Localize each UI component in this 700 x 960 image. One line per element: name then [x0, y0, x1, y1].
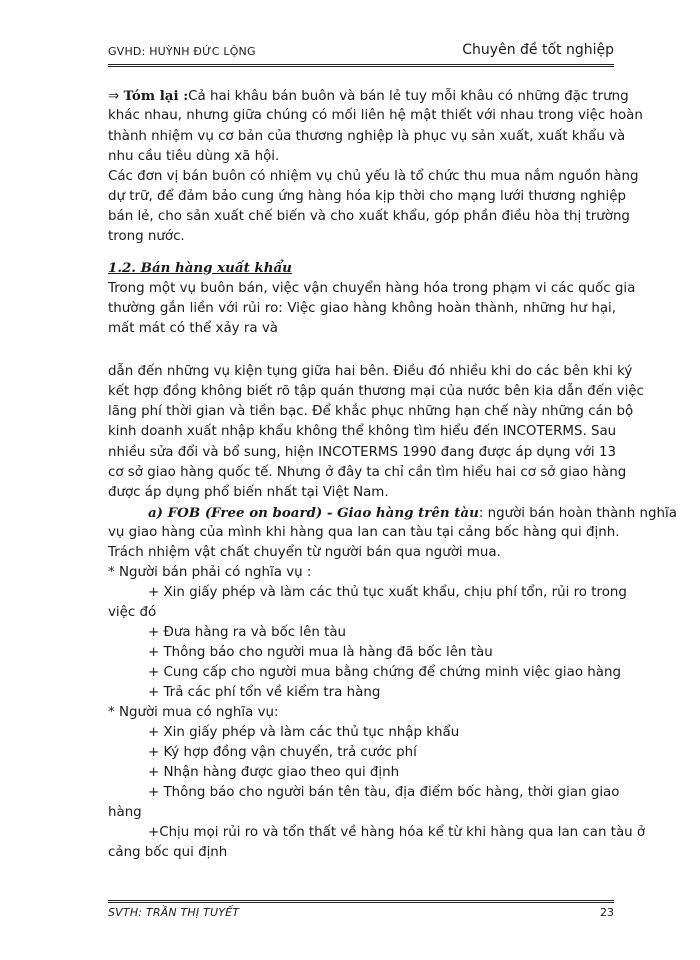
- buyer-item-5-cont: cảng bốc qui định: [108, 845, 228, 860]
- footer-rule: [108, 900, 614, 903]
- summary-line-6: dự trữ, để đảm bảo cung ứng hàng hóa kịp thời cho mạng lưới thương nghiệp: [108, 189, 626, 204]
- section-heading: 1.2. Bán hàng xuất khẩu: [108, 260, 292, 276]
- section-line-9: cơ sở giao hàng quốc tế. Nhưng ở đây ta chỉ cần tìm hiểu hai cơ sở giao hàng: [108, 465, 627, 480]
- summary-lead: Tóm lại :: [123, 88, 189, 104]
- summary-line-3: thành nhiệm vụ cơ bản của thương nghiệp là phục vụ sản xuất, xuất khẩu và: [108, 129, 626, 144]
- fob-line-2: Trách nhiệm vật chất chuyển từ người bán qua người mua.: [108, 545, 501, 560]
- seller-item-1: + Xin giấy phép và làm các thủ tục xuất khẩu, chịu phí tổn, rủi ro trong: [148, 585, 627, 600]
- section-line-7: kinh doanh xuất nhập khẩu không thể không tìm hiểu đến INCOTERMS. Sau: [108, 424, 617, 439]
- section-line-5: kết hợp đồng không biết rõ tập quán thương mại của nước bên kia dẫn đến việc: [108, 384, 644, 399]
- section-line-6: lãng phí thời gian và tiền bạc. Để khắc phục những hạn chế này những cán bộ: [108, 404, 634, 419]
- buyer-item-4: + Thông báo cho người bán tên tàu, địa điểm bốc hàng, thời gian giao: [148, 785, 620, 800]
- summary-line-2: khác nhau, nhưng giữa chúng có mối liên hệ mật thiết với nhau trong việc hoàn: [108, 108, 643, 123]
- section-line-3: mất mát có thể xảy ra và: [108, 321, 278, 336]
- fob-title: a) FOB (Free on board) - Giao hàng trên tàu: [148, 505, 479, 521]
- header-advisor: GVHD: HUỲNH ĐỨC LỘNG: [108, 45, 256, 58]
- footer-student: SVTH: TRẦN THỊ TUYẾT: [108, 906, 240, 919]
- buyer-item-3: + Nhận hàng được giao theo qui định: [148, 765, 400, 780]
- seller-item-2: + Đưa hàng ra và bốc lên tàu: [148, 625, 347, 640]
- seller-item-1-cont: việc đó: [108, 605, 157, 620]
- summary-line-4: nhu cầu tiêu dùng xã hội.: [108, 149, 280, 164]
- seller-heading: * Người bán phải có nghĩa vụ :: [108, 565, 312, 580]
- fob-title-line: a) FOB (Free on board) - Giao hàng trên tàu: người bán hoàn thành nghĩa: [148, 505, 677, 521]
- buyer-item-5: +Chịu mọi rủi ro và tổn thất về hàng hóa kể từ khi hàng qua lan can tàu ở: [148, 825, 646, 840]
- summary-line-5: Các đơn vị bán buôn có nhiệm vụ chủ yếu là tổ chức thu mua nắm nguồn hàng: [108, 169, 639, 184]
- buyer-item-2: + Ký hợp đồng vận chuyển, trả cước phí: [148, 745, 417, 760]
- seller-item-4: + Cung cấp cho người mua bằng chứng để chứng minh việc giao hàng: [148, 665, 621, 680]
- header-title: Chuyên đề tốt nghiệp: [462, 42, 614, 58]
- summary-line-8: trong nước.: [108, 229, 185, 244]
- buyer-item-1: + Xin giấy phép và làm các thủ tục nhập khẩu: [148, 725, 460, 740]
- page-footer: [108, 906, 614, 922]
- page-header: [108, 42, 614, 62]
- section-line-4: dẫn đến những vụ kiện tụng giữa hai bên. Điều đó nhiều khi do các bên khi ký: [108, 364, 633, 379]
- section-line-2: thường gắn liền với rủi ro: Việc giao hàng không hoàn thành, những hư hại,: [108, 301, 616, 316]
- seller-item-5: + Trả các phí tổn về kiểm tra hàng: [148, 685, 381, 700]
- section-line-10: được áp dụng phổ biến nhất tại Việt Nam.: [108, 485, 389, 500]
- summary-line-7: bán lẻ, cho sản xuất chế biến và cho xuất khẩu, góp phần điều hòa thị trường: [108, 209, 630, 224]
- section-line-8: nhiều sửa đổi và bổ sung, hiện INCOTERMS 1990 đang được áp dụng với 13: [108, 445, 616, 460]
- summary-line-1: ⇒ Tóm lại :Cả hai khâu bán buôn và bán lẻ tuy mỗi khâu có những đặc trưng: [108, 88, 629, 104]
- section-line-1: Trong một vụ buôn bán, việc vận chuyển hàng hóa trong phạm vi các quốc gia: [108, 281, 636, 296]
- buyer-heading: * Người mua có nghĩa vụ:: [108, 705, 279, 720]
- page-number: 23: [600, 906, 614, 919]
- fob-line-1: vụ giao hàng của mình khi hàng qua lan can tàu tại cảng bốc hàng qui định.: [108, 525, 620, 540]
- seller-item-3: + Thông báo cho người mua là hàng đã bốc lên tàu: [148, 645, 493, 660]
- buyer-item-4-cont: hàng: [108, 805, 142, 820]
- header-rule: [108, 64, 614, 67]
- implies-arrow: ⇒: [108, 89, 120, 104]
